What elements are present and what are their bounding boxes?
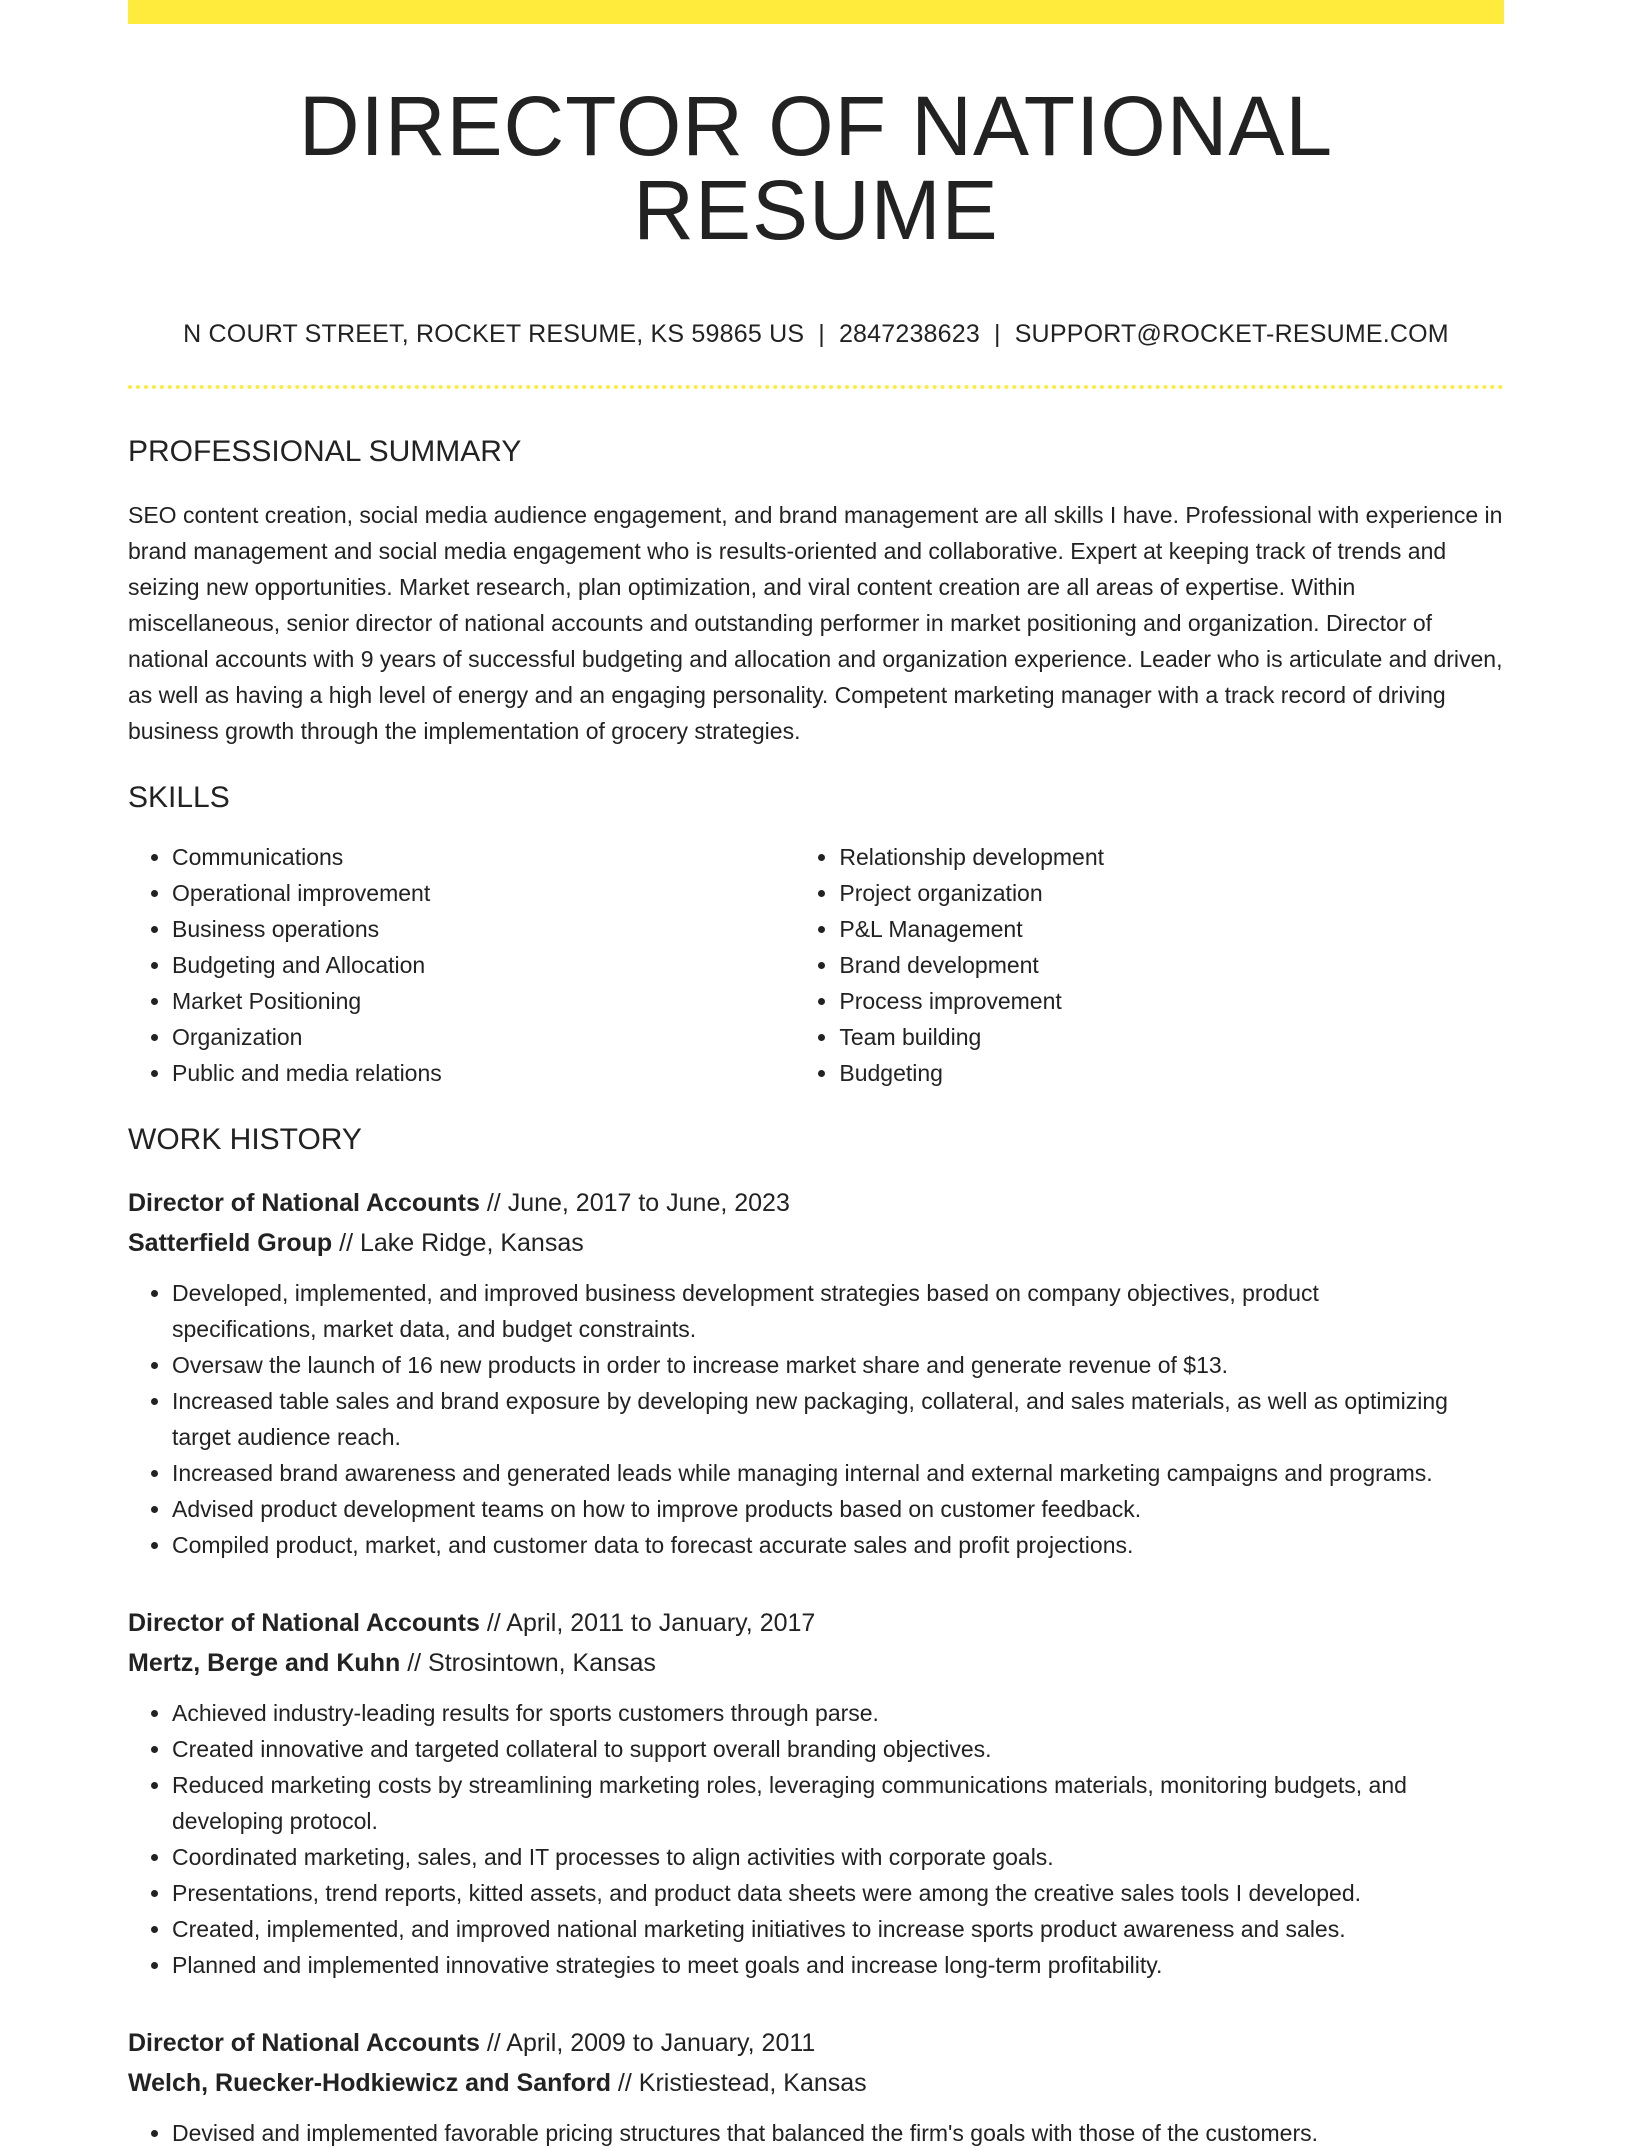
skill-item: • Communications	[172, 839, 795, 875]
skill-item: • Operational improvement	[172, 875, 795, 911]
job-bullet: • Compiled product, market, and customer data to forecast accurate sales and profit projections.	[172, 1527, 1504, 1563]
job-dates: // June, 2017 to June, 2023	[479, 1189, 790, 1217]
job-company: Mertz, Berge and Kuhn	[128, 1649, 401, 1677]
job-title-line	[128, 1603, 1504, 1643]
header-divider	[128, 385, 1504, 389]
job-bullet: • Created innovative and targeted collateral to support overall branding objectives.	[172, 1731, 1504, 1767]
job-bullet: • Devised and implemented favorable pricing structures that balanced the firm's goals with those of the customers.	[172, 2115, 1504, 2151]
resume-page	[128, 0, 1504, 2151]
job-title-line	[128, 2023, 1504, 2063]
skills-column-right	[795, 839, 1504, 1091]
job-company-line	[128, 1223, 1504, 1263]
job-bullet: • Increased table sales and brand exposure by developing new packaging, collateral, and sales materials, as well as optimizing target audience reach.	[172, 1383, 1504, 1455]
skill-item: • Organization	[172, 1019, 795, 1055]
skill-item: • Relationship development	[839, 839, 1504, 875]
contact-line	[128, 322, 1504, 347]
skill-item: • Market Positioning	[172, 983, 795, 1019]
skill-item: • Budgeting	[839, 1055, 1504, 1091]
job-bullet: • Planned and implemented innovative strategies to meet goals and increase long-term profitability.	[172, 1947, 1504, 1983]
skills-list	[128, 839, 1504, 1091]
job-title-line	[128, 1183, 1504, 1223]
contact-separator: |	[993, 320, 1001, 348]
job-entry	[128, 1183, 1504, 1563]
summary-heading: PROFESSIONAL SUMMARY	[128, 435, 522, 468]
job-dates: // April, 2009 to January, 2011	[479, 2029, 816, 2057]
contact-phone: 2847238623	[838, 320, 980, 348]
skill-item: • Business operations	[172, 911, 795, 947]
job-bullet: • Achieved industry-leading results for sports customers through parse.	[172, 1695, 1504, 1731]
job-title: Director of National Accounts	[128, 1609, 480, 1637]
job-bullet: • Created, implemented, and improved national marketing initiatives to increase sports product awareness and sales.	[172, 1911, 1504, 1947]
job-bullet: • Advised product development teams on how to improve products based on customer feedback.	[172, 1491, 1504, 1527]
job-bullets	[128, 1695, 1504, 1983]
work-history-heading: WORK HISTORY	[128, 1123, 362, 1156]
job-bullets	[128, 2115, 1504, 2151]
skill-item: • P&L Management	[839, 911, 1504, 947]
job-bullet: • Increased brand awareness and generated leads while managing internal and external marketing campaigns and programs.	[172, 1455, 1504, 1491]
job-bullet: • Presentations, trend reports, kitted assets, and product data sheets were among the creative sales tools I developed.	[172, 1875, 1504, 1911]
top-accent-bar	[128, 0, 1504, 24]
job-company: Welch, Ruecker-Hodkiewicz and Sanford	[128, 2069, 611, 2097]
job-location: // Kristiestead, Kansas	[610, 2069, 867, 2097]
job-bullet: • Reduced marketing costs by streamlining marketing roles, leveraging communications materials, monitoring budgets, and developing protocol.	[172, 1767, 1504, 1839]
skills-heading: SKILLS	[128, 781, 230, 814]
job-company-line	[128, 2063, 1504, 2103]
job-entry	[128, 1603, 1504, 1983]
contact-separator: |	[818, 320, 825, 348]
skills-column-left	[128, 839, 795, 1091]
summary-text: SEO content creation, social media audience engagement, and brand management are all skills I have. Professional with experience in brand management and social media engagement who is results-oriented and collaborative. Expert at keeping track of trends and seizing new opportunities. Market research, plan optimization, and viral content creation are all areas of expertise. Within miscellaneous, senior director of national accounts and outstanding performer in market positioning and organization. Director of national accounts with 9 years of successful budgeting and allocation and organization experience. Leader who is articulate and driven, as well as having a high level of energy and an engaging personality. Competent marketing manager with a track record of driving business growth through the implementation of grocery strategies.	[128, 502, 1503, 744]
job-bullet: • Coordinated marketing, sales, and IT processes to align activities with corporate goals.	[172, 1839, 1504, 1875]
job-company: Satterfield Group	[128, 1229, 333, 1257]
contact-email: SUPPORT@ROCKET-RESUME.COM	[1014, 320, 1449, 348]
job-bullet: • Oversaw the launch of 16 new products in order to increase market share and generate revenue of $13.	[172, 1347, 1504, 1383]
job-entry	[128, 2023, 1504, 2151]
job-bullet: • Developed, implemented, and improved business development strategies based on company objectives, product specifications, market data, and budget constraints.	[172, 1275, 1504, 1347]
job-dates: // April, 2011 to January, 2017	[479, 1609, 816, 1637]
job-title: Director of National Accounts	[128, 2029, 480, 2057]
skill-item: • Public and media relations	[172, 1055, 795, 1091]
job-location: // Lake Ridge, Kansas	[332, 1229, 584, 1257]
job-location: // Strosintown, Kansas	[400, 1649, 656, 1677]
job-company-line	[128, 1643, 1504, 1683]
job-bullets	[128, 1275, 1504, 1563]
contact-address: N COURT STREET, ROCKET RESUME, KS 59865 US	[183, 320, 805, 348]
resume-name: DIRECTOR OF NATIONAL RESUME	[298, 79, 1334, 257]
job-title: Director of National Accounts	[128, 1189, 480, 1217]
skill-item: • Budgeting and Allocation	[172, 947, 795, 983]
skill-item: • Project organization	[839, 875, 1504, 911]
skill-item: • Process improvement	[839, 983, 1504, 1019]
skill-item: • Team building	[839, 1019, 1504, 1055]
skill-item: • Brand development	[839, 947, 1504, 983]
